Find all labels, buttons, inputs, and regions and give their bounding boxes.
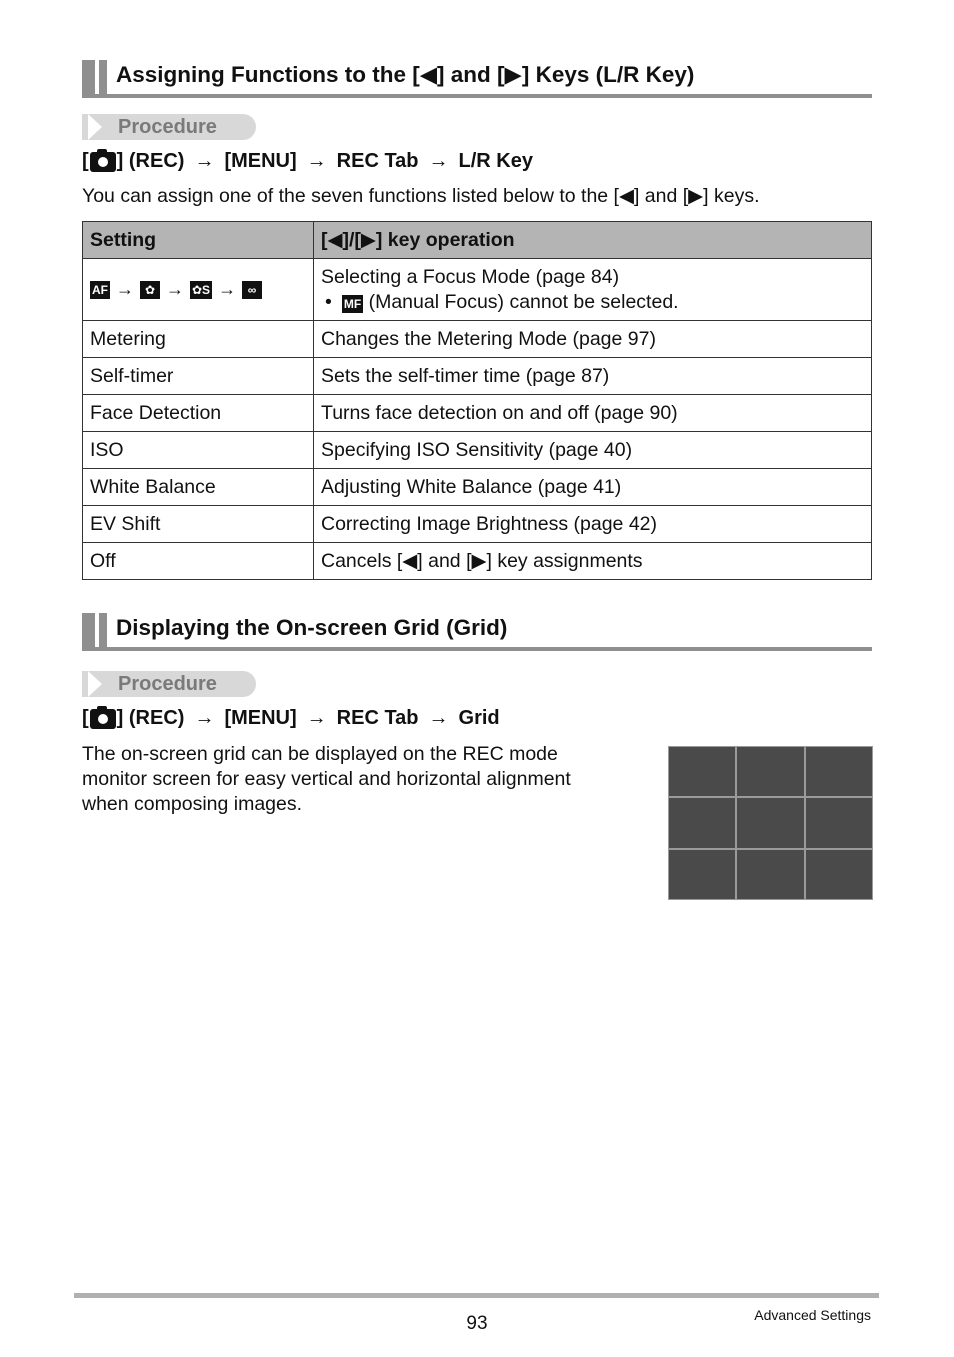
heading-bar-decoration (99, 613, 107, 647)
setting-cell: Metering (83, 321, 314, 358)
grid-description-line: The on-screen grid can be displayed on the REC mode (82, 743, 558, 765)
arrow-right-icon: → (306, 707, 327, 729)
chevron-icon (88, 114, 102, 140)
arrow-right-icon: → (194, 707, 215, 729)
table-row (83, 321, 872, 358)
setting-cell: White Balance (83, 469, 314, 506)
arrow-right-icon: → (166, 279, 184, 299)
section-heading-grid (82, 613, 872, 651)
setting-cell: ISO (83, 432, 314, 469)
super-macro-icon: ✿S (192, 282, 211, 297)
chevron-icon (88, 671, 102, 697)
camera-icon (90, 709, 116, 729)
arrow-right-icon: → (194, 150, 215, 172)
page-number: 93 (466, 1313, 488, 1334)
path-target: Grid (458, 707, 500, 729)
section-title: Assigning Functions to the [◀] and [▶] Keys (L/R Key) (116, 62, 695, 87)
table-row (83, 395, 872, 432)
path-menu: [MENU] (224, 150, 297, 172)
grid-cell (806, 850, 872, 899)
grid-cell (806, 798, 872, 847)
grid-illustration (669, 747, 872, 899)
setting-cell: Self-timer (83, 358, 314, 395)
focus-line1: Selecting a Focus Mode (page 84) (321, 265, 620, 288)
setting-cell: EV Shift (83, 506, 314, 543)
grid-cell (737, 798, 803, 847)
focus-bullet-text: (Manual Focus) cannot be selected. (368, 290, 679, 313)
bracket-open: [ (82, 707, 89, 729)
bracket-open: [ (82, 150, 89, 172)
arrow-right-icon: → (116, 279, 134, 299)
grid-cell (669, 747, 735, 796)
table-row (83, 432, 872, 469)
grid-cell (806, 747, 872, 796)
path-rec: ] (REC) (116, 150, 185, 172)
focus-mode-sequence (83, 259, 314, 321)
menu-path (82, 150, 533, 173)
table-row (83, 469, 872, 506)
operation-cell: Sets the self-timer time (page 87) (314, 358, 872, 395)
arrow-right-icon: → (428, 150, 449, 172)
grid-description-line: when composing images. (82, 793, 303, 815)
heading-bar-decoration (82, 613, 95, 647)
procedure-badge (82, 114, 256, 140)
path-tab: REC Tab (336, 150, 419, 172)
header-operation: [◀]/[▶] key operation (314, 222, 872, 259)
section-heading-lr-key (82, 60, 872, 98)
procedure-label: Procedure (118, 116, 217, 138)
arrow-right-icon: → (428, 707, 449, 729)
path-menu: [MENU] (224, 707, 297, 729)
arrow-right-icon: → (218, 279, 237, 299)
grid-cell (737, 850, 803, 899)
table-header-row (83, 222, 872, 259)
header-setting: Setting (83, 222, 314, 259)
key-operation-table (82, 221, 872, 580)
footer-divider (74, 1293, 879, 1298)
intro-text: You can assign one of the seven functions listed below to the [◀] and [▶] keys. (82, 185, 760, 207)
table-row (83, 259, 872, 321)
operation-cell: Cancels [◀] and [▶] key assignments (314, 543, 872, 580)
menu-path (82, 707, 500, 730)
infinity-icon: ∞ (242, 281, 262, 299)
operation-cell: Correcting Image Brightness (page 42) (314, 506, 872, 543)
grid-description-line: monitor screen for easy vertical and horizontal alignment (82, 768, 571, 790)
setting-cell: Face Detection (83, 395, 314, 432)
path-rec: ] (REC) (116, 707, 185, 729)
mf-icon: MF (343, 296, 362, 311)
table-row (83, 358, 872, 395)
macro-icon: ✿ (140, 281, 160, 299)
path-target: L/R Key (458, 150, 533, 172)
table-row (83, 506, 872, 543)
operation-cell: Adjusting White Balance (page 41) (314, 469, 872, 506)
af-icon: AF (92, 282, 108, 297)
section-title: Displaying the On-screen Grid (Grid) (116, 615, 508, 640)
arrow-right-icon: → (306, 150, 327, 172)
operation-cell: Specifying ISO Sensitivity (page 40) (314, 432, 872, 469)
focus-mode-description (314, 259, 872, 321)
heading-bar-decoration (99, 60, 107, 94)
procedure-badge (82, 671, 256, 697)
grid-description (82, 742, 571, 817)
heading-bar-decoration (82, 60, 95, 94)
operation-cell: Turns face detection on and off (page 90) (314, 395, 872, 432)
grid-cell (737, 747, 803, 796)
setting-cell: Off (83, 543, 314, 580)
camera-icon (90, 152, 116, 172)
footer-section-label: Advanced Settings (754, 1307, 871, 1323)
grid-cell (669, 850, 735, 899)
procedure-label: Procedure (118, 673, 217, 695)
path-tab: REC Tab (336, 707, 419, 729)
table-row (83, 543, 872, 580)
focus-bullet: • MF (Manual Focus) cannot be selected. (325, 290, 679, 313)
grid-cell (669, 798, 735, 847)
operation-cell: Changes the Metering Mode (page 97) (314, 321, 872, 358)
